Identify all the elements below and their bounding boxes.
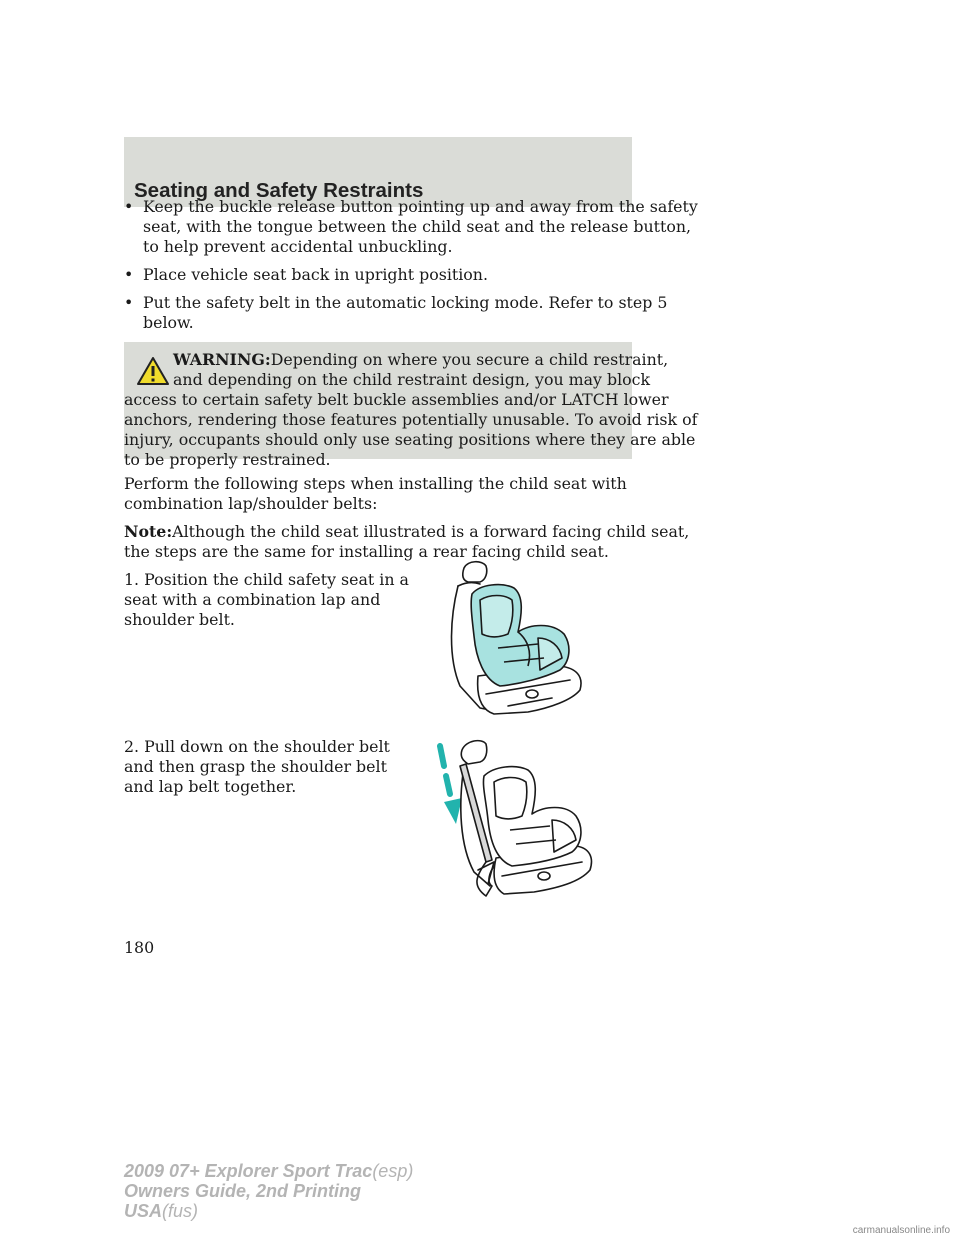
note-label: Note: <box>124 522 173 541</box>
child-seat-figure-1 <box>420 558 590 720</box>
intro-line: Perform the following steps when installing the child seat with <box>124 474 627 493</box>
warning-line: anchors, rendering those features potentially unusable. To avoid risk of <box>124 410 698 429</box>
footer-line <box>124 1161 413 1181</box>
bullet-marker <box>124 265 144 286</box>
warning-first-line <box>173 350 668 371</box>
warning-line: injury, occupants should only use seating positions where they are able <box>124 430 696 449</box>
watermark: carmanualsonline.info <box>852 1225 950 1236</box>
step-line: shoulder belt. <box>124 610 235 629</box>
note-line: Although the child seat illustrated is a forward facing child seat, <box>172 522 690 541</box>
pull-down-arrow-icon <box>440 746 462 824</box>
warning-line: access to certain safety belt buckle assemblies and/or LATCH lower <box>124 390 669 409</box>
bullet-line: to help prevent accidental unbuckling. <box>143 237 453 256</box>
step-line: and then grasp the shoulder belt <box>124 757 387 776</box>
warning-label: WARNING: <box>173 350 271 369</box>
bullet-line: below. <box>143 313 194 332</box>
footer-market: USA <box>124 1201 163 1221</box>
document-footer <box>124 1161 413 1221</box>
footer-model-code: (esp) <box>372 1161 414 1181</box>
footer-line <box>124 1201 413 1221</box>
bullet-line: Place vehicle seat back in upright position. <box>143 265 488 284</box>
note-line: the steps are the same for installing a rear facing child seat. <box>124 542 609 561</box>
intro-line: combination lap/shoulder belts: <box>124 494 378 513</box>
section-title: Seating and Safety Restraints <box>134 179 424 202</box>
footer-model: 2009 07+ Explorer Sport Trac <box>124 1161 373 1181</box>
warning-line: Depending on where you secure a child restraint, <box>270 350 669 369</box>
bullet-line: Keep the buckle release button pointing up and away from the safety <box>143 197 698 216</box>
step-line: 1. Position the child safety seat in a <box>124 570 409 589</box>
page-number: 180 <box>124 938 155 957</box>
bullet-marker <box>124 293 144 314</box>
warning-triangle-icon <box>136 356 170 386</box>
bullet-line: seat, with the tongue between the child seat and the release button, <box>143 217 692 236</box>
bullet-marker <box>124 197 144 218</box>
warning-line: and depending on the child restraint design, you may block <box>173 370 651 389</box>
footer-printing: Owners Guide, 2nd Printing <box>124 1181 362 1201</box>
warning-line: to be properly restrained. <box>124 450 331 469</box>
step-line: seat with a combination lap and <box>124 590 381 609</box>
bullet-line: Put the safety belt in the automatic locking mode. Refer to step 5 <box>143 293 668 312</box>
child-seat-figure-2 <box>430 736 600 902</box>
step-line: 2. Pull down on the shoulder belt <box>124 737 390 756</box>
step-line: and lap belt together. <box>124 777 297 796</box>
note-first-line <box>124 522 689 543</box>
footer-market-code: (fus) <box>162 1201 199 1221</box>
